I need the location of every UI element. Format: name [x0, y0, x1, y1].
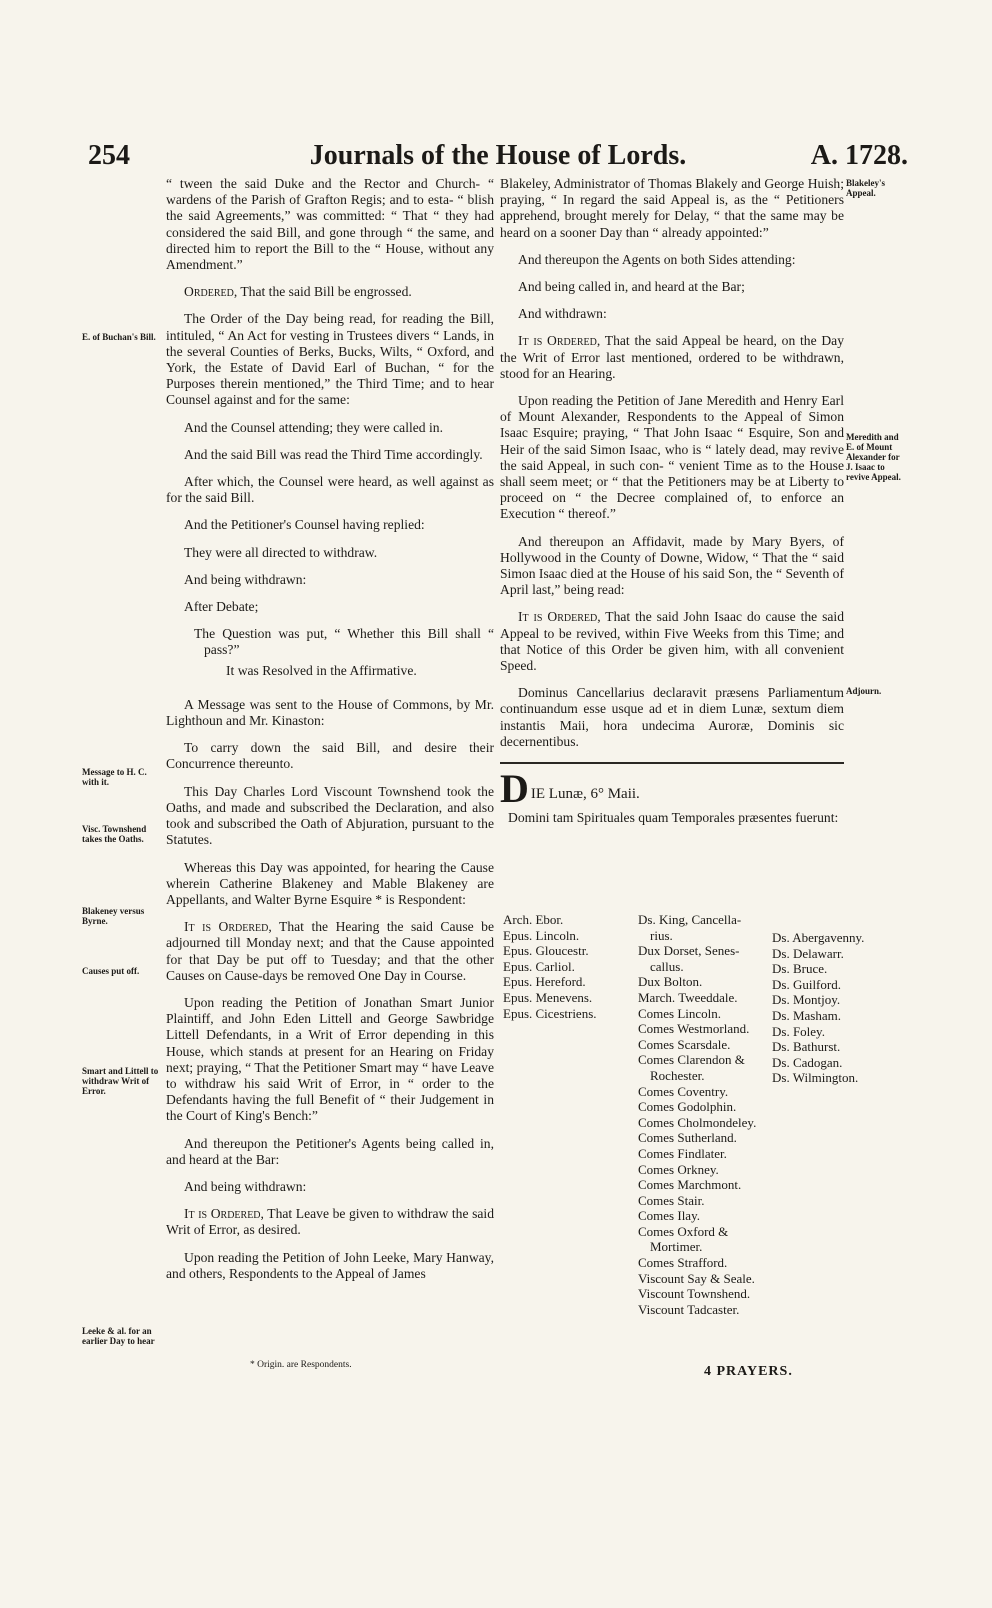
- marginal-note: Blakeley's Appeal.: [846, 178, 886, 198]
- attendee-name: Epus. Menevens.: [503, 989, 593, 1005]
- attendee-name: rius.: [650, 927, 673, 943]
- marginal-note: Message to H. C. with it.: [82, 767, 147, 787]
- attendee-name: Epus. Hereford.: [503, 974, 586, 990]
- attendee-name: Comes Marchmont.: [638, 1177, 742, 1193]
- marginal-note: Blakeney versus Byrne.: [82, 906, 145, 926]
- marginal-note: Smart and Littell to withdraw Writ of Error.: [82, 1066, 159, 1096]
- paragraph: Dominus Cancellarius declaravit præsens Parliamentum continuandum esse usque ad et in diem Lunæ, sextum diem instantis Maii, hora undecima Auroræ, Dominis sic decernentibus.: [500, 685, 844, 749]
- marginal-note: Causes put off.: [82, 966, 140, 976]
- attendee-name: Viscount Townshend.: [638, 1286, 751, 1302]
- attendance-heading: Domini tam Spirituales quam Temporales præsentes fuerunt:: [508, 810, 839, 826]
- attendee-name: Comes Westmorland.: [638, 1021, 750, 1037]
- attendance-bishops: [503, 912, 597, 1021]
- paragraph: Upon reading the Petition of Jane Meredith and Henry Earl of Mount Alexander, Respondents to the Appeal of Simon Isaac Esquire; praying, “ That John Isaac “ Esquire, Son and Heir of the said Simon Isaac, who is “ lately dead, may revive the said Appeal, in such con- “ venient Time as to the House shall seem meet; or “ that the Petitioners may be at Liberty to proceed on “ the Decree complained of, to enforce an Execution “ thereof.”: [500, 393, 844, 522]
- page-header: [88, 140, 908, 180]
- attendee-name: March. Tweeddale.: [638, 989, 738, 1005]
- attendance-barons: [772, 930, 864, 1086]
- attendee-name: Comes Godolphin.: [638, 1099, 737, 1115]
- attendee-name: Epus. Gloucestr.: [503, 943, 589, 959]
- left-column: [166, 176, 494, 1293]
- attendee-name: Ds. Bathurst.: [772, 1039, 841, 1055]
- sitting-date: IE Lunæ, 6° Maii.: [530, 786, 640, 803]
- attendee-name: Viscount Tadcaster.: [638, 1301, 740, 1317]
- paragraph: Upon reading the Petition of John Leeke, Mary Hanway, and others, Respondents to the Appeal of James: [166, 1249, 494, 1281]
- paragraph: And the Counsel attending; they were called in.: [184, 419, 443, 435]
- attendee-name: Dux Bolton.: [638, 974, 703, 990]
- paragraph: Whereas this Day was appointed, for hearing the Cause wherein Catherine Blakeney and Mable Blakeney are Appellants, and Walter Byrne Esquire * is Respondent:: [166, 859, 494, 907]
- attendee-name: Comes Sutherland.: [638, 1130, 737, 1146]
- order-text: That the said John Isaac do cause the said Appeal to be revived, within Five Weeks from this Time; and that Notice of this Order be given him, with all convenient Speed.: [500, 609, 845, 674]
- page-year: A. 1728.: [810, 140, 908, 171]
- attendee-name: Comes Cholmondeley.: [638, 1114, 757, 1130]
- paragraph: After which, the Counsel were heard, as well against as for the said Bill.: [166, 474, 494, 506]
- order-text: That the said Appeal be heard, on the Day the Writ of Error last mentioned, ordered to be withdrawn, stood for an Hearing.: [500, 333, 844, 381]
- marginal-note: Meredith and E. of Mount Alexander for J. Isaac to revive Appeal.: [846, 432, 901, 482]
- attendee-name: Comes Stair.: [638, 1192, 705, 1208]
- paragraph: And thereupon an Affidavit, made by Mary Byers, of Hollywood in the County of Downe, Widow, “ That the “ said Simon Isaac died at the House of his said Son, the “ Seventh of April last,” being read:: [500, 533, 844, 598]
- paragraph: After Debate;: [184, 599, 259, 615]
- order-text: That Leave be given to withdraw the said Writ of Error, as desired.: [166, 1206, 494, 1238]
- section-divider: [500, 762, 844, 764]
- drop-cap: D: [500, 766, 529, 812]
- attendee-name: Ds. Masham.: [772, 1007, 841, 1023]
- paragraph: Blakeley, Administrator of Thomas Blakely and George Huish; praying, “ In regard the said Appeal is, as the “ Petitioners apprehend, brought merely for Delay, “ that the same may be heard on a sooner Day than “ already appointed:”: [500, 176, 844, 240]
- paragraph: And being withdrawn:: [184, 571, 307, 587]
- paragraph: And thereupon the Petitioner's Agents being called in, and heard at the Bar:: [166, 1135, 494, 1167]
- paragraph: The Question was put, “ Whether this Bill shall “ pass?”: [194, 626, 494, 658]
- marginal-note: Visc. Townshend takes the Oaths.: [82, 824, 147, 844]
- attendee-name: Comes Coventry.: [638, 1083, 729, 1099]
- attendee-name: Dux Dorset, Senes-: [638, 943, 740, 959]
- paragraph: [166, 919, 494, 984]
- attendee-name: Comes Findlater.: [638, 1145, 727, 1161]
- paragraph: A Message was sent to the House of Commons, by Mr. Lighthoun and Mr. Kinaston:: [166, 696, 494, 729]
- catchword: 4 PRAYERS.: [704, 1364, 793, 1379]
- paragraph: To carry down the said Bill, and desire their Concurrence thereunto.: [166, 740, 494, 772]
- page-number: 254: [88, 140, 130, 171]
- paragraph: Upon reading the Petition of Jonathan Smart Junior Plaintiff, and John Eden Littell and George Sawbridge Littell Defendants, in a Writ of Error depending in this House, which stands at present for an Hearing on Friday next; praying, “ That the Petitioner Smart may “ have Leave to withdraw his said Writ of Error, in “ order to the Defendants having the full Benefit of “ their Judgement in the Court of King's Bench:”: [166, 994, 494, 1124]
- marginal-note: Adjourn.: [846, 686, 882, 696]
- attendee-name: Epus. Lincoln.: [503, 927, 580, 943]
- attendee-name: Ds. Cadogan.: [772, 1054, 843, 1070]
- paragraph: And the said Bill was read the Third Time accordingly.: [184, 446, 483, 462]
- paragraph: [500, 333, 844, 382]
- attendee-name: Ds. Bruce.: [772, 961, 828, 977]
- attendee-name: Viscount Say & Seale.: [638, 1270, 755, 1286]
- order-lead: It is Ordered,: [518, 333, 601, 349]
- sitting-heading: [500, 766, 844, 812]
- attendee-name: Comes Oxford &: [638, 1223, 729, 1239]
- paragraph: It was Resolved in the Affirmative.: [226, 662, 417, 678]
- paragraph: “ tween the said Duke and the Rector and Church- “ wardens of the Parish of Grafton Regis; and to esta- “ blish the said Agreements,” was committed: “ That “ they had considered the said Bill, and gone through “ the same, and directed him to report the Bill to the “ House, without any Amendment.”: [166, 176, 494, 273]
- attendee-name: Epus. Carliol.: [503, 958, 575, 974]
- paragraph: And withdrawn:: [518, 306, 607, 322]
- paragraph: They were all directed to withdraw.: [184, 544, 378, 560]
- footnote: * Origin. are Respondents.: [250, 1360, 352, 1370]
- attendee-name: Comes Ilay.: [638, 1208, 700, 1224]
- attendee-name: Ds. Abergavenny.: [772, 930, 865, 945]
- attendee-name: Comes Clarendon &: [638, 1052, 745, 1068]
- attendee-name: Ds. Montjoy.: [772, 992, 841, 1008]
- paragraph: [166, 284, 494, 300]
- attendee-name: Comes Strafford.: [638, 1255, 728, 1271]
- order-lead: Ordered,: [184, 284, 238, 300]
- right-column: [500, 176, 844, 834]
- order-lead: It is Ordered,: [184, 919, 272, 935]
- attendee-name: Ds. Foley.: [772, 1023, 825, 1039]
- paragraph: And the Petitioner's Counsel having replied:: [184, 517, 425, 533]
- paragraph: This Day Charles Lord Viscount Townshend took the Oaths, and made and subscribed the Declaration, and also took and subscribed the Oath of Abjuration, pursuant to the Statutes.: [166, 783, 494, 848]
- attendee-name: Ds. Guilford.: [772, 976, 841, 992]
- paragraph: And being withdrawn:: [184, 1178, 307, 1194]
- order-lead: It is Ordered,: [518, 609, 601, 625]
- paragraph: [166, 1206, 494, 1238]
- order-lead: It is Ordered,: [184, 1206, 264, 1222]
- attendee-name: Comes Scarsdale.: [638, 1036, 731, 1052]
- attendee-name: callus.: [650, 958, 684, 974]
- attendee-name: Comes Orkney.: [638, 1161, 719, 1177]
- marginal-note: E. of Buchan's Bill.: [82, 332, 156, 342]
- attendee-name: Ds. Delawarr.: [772, 945, 844, 961]
- order-text: That the said Bill be engrossed.: [237, 284, 412, 300]
- attendee-name: Mortimer.: [650, 1239, 703, 1255]
- attendee-name: Epus. Cicestriens.: [503, 1005, 597, 1021]
- attendee-name: Rochester.: [650, 1067, 705, 1083]
- order-text: That the Hearing the said Cause be adjourned till Monday next; and that the Cause appointed for that Day be put off to Tuesday; and that the other Causes on Cause-days be removed One Day in Course.: [166, 919, 494, 983]
- right-paragraphs: [500, 176, 844, 750]
- paragraph: And thereupon the Agents on both Sides attending:: [518, 251, 796, 267]
- attendee-name: Ds. King, Cancella-: [638, 912, 742, 927]
- attendee-name: Ds. Wilmington.: [772, 1070, 859, 1086]
- attendee-name: Comes Lincoln.: [638, 1005, 722, 1021]
- marginal-note: Leeke & al. for an earlier Day to hear: [82, 1326, 155, 1346]
- paragraph: The Order of the Day being read, for reading the Bill, intituled, “ An Act for vesting in Trustees divers “ Lands, in the several Counties of Berks, Bucks, Wilts, “ Oxford, and York, the Estate of David Earl of Buchan, “ for the Purposes therein mentioned,” the Third Time; and to hear Counsel against and for the same:: [166, 311, 494, 408]
- paragraph: [500, 609, 844, 674]
- attendee-name: Arch. Ebor.: [503, 912, 564, 927]
- attendance-peers: [638, 912, 756, 1317]
- paragraph: And being called in, and heard at the Bar;: [518, 279, 745, 295]
- running-title: Journals of the House of Lords.: [309, 140, 687, 171]
